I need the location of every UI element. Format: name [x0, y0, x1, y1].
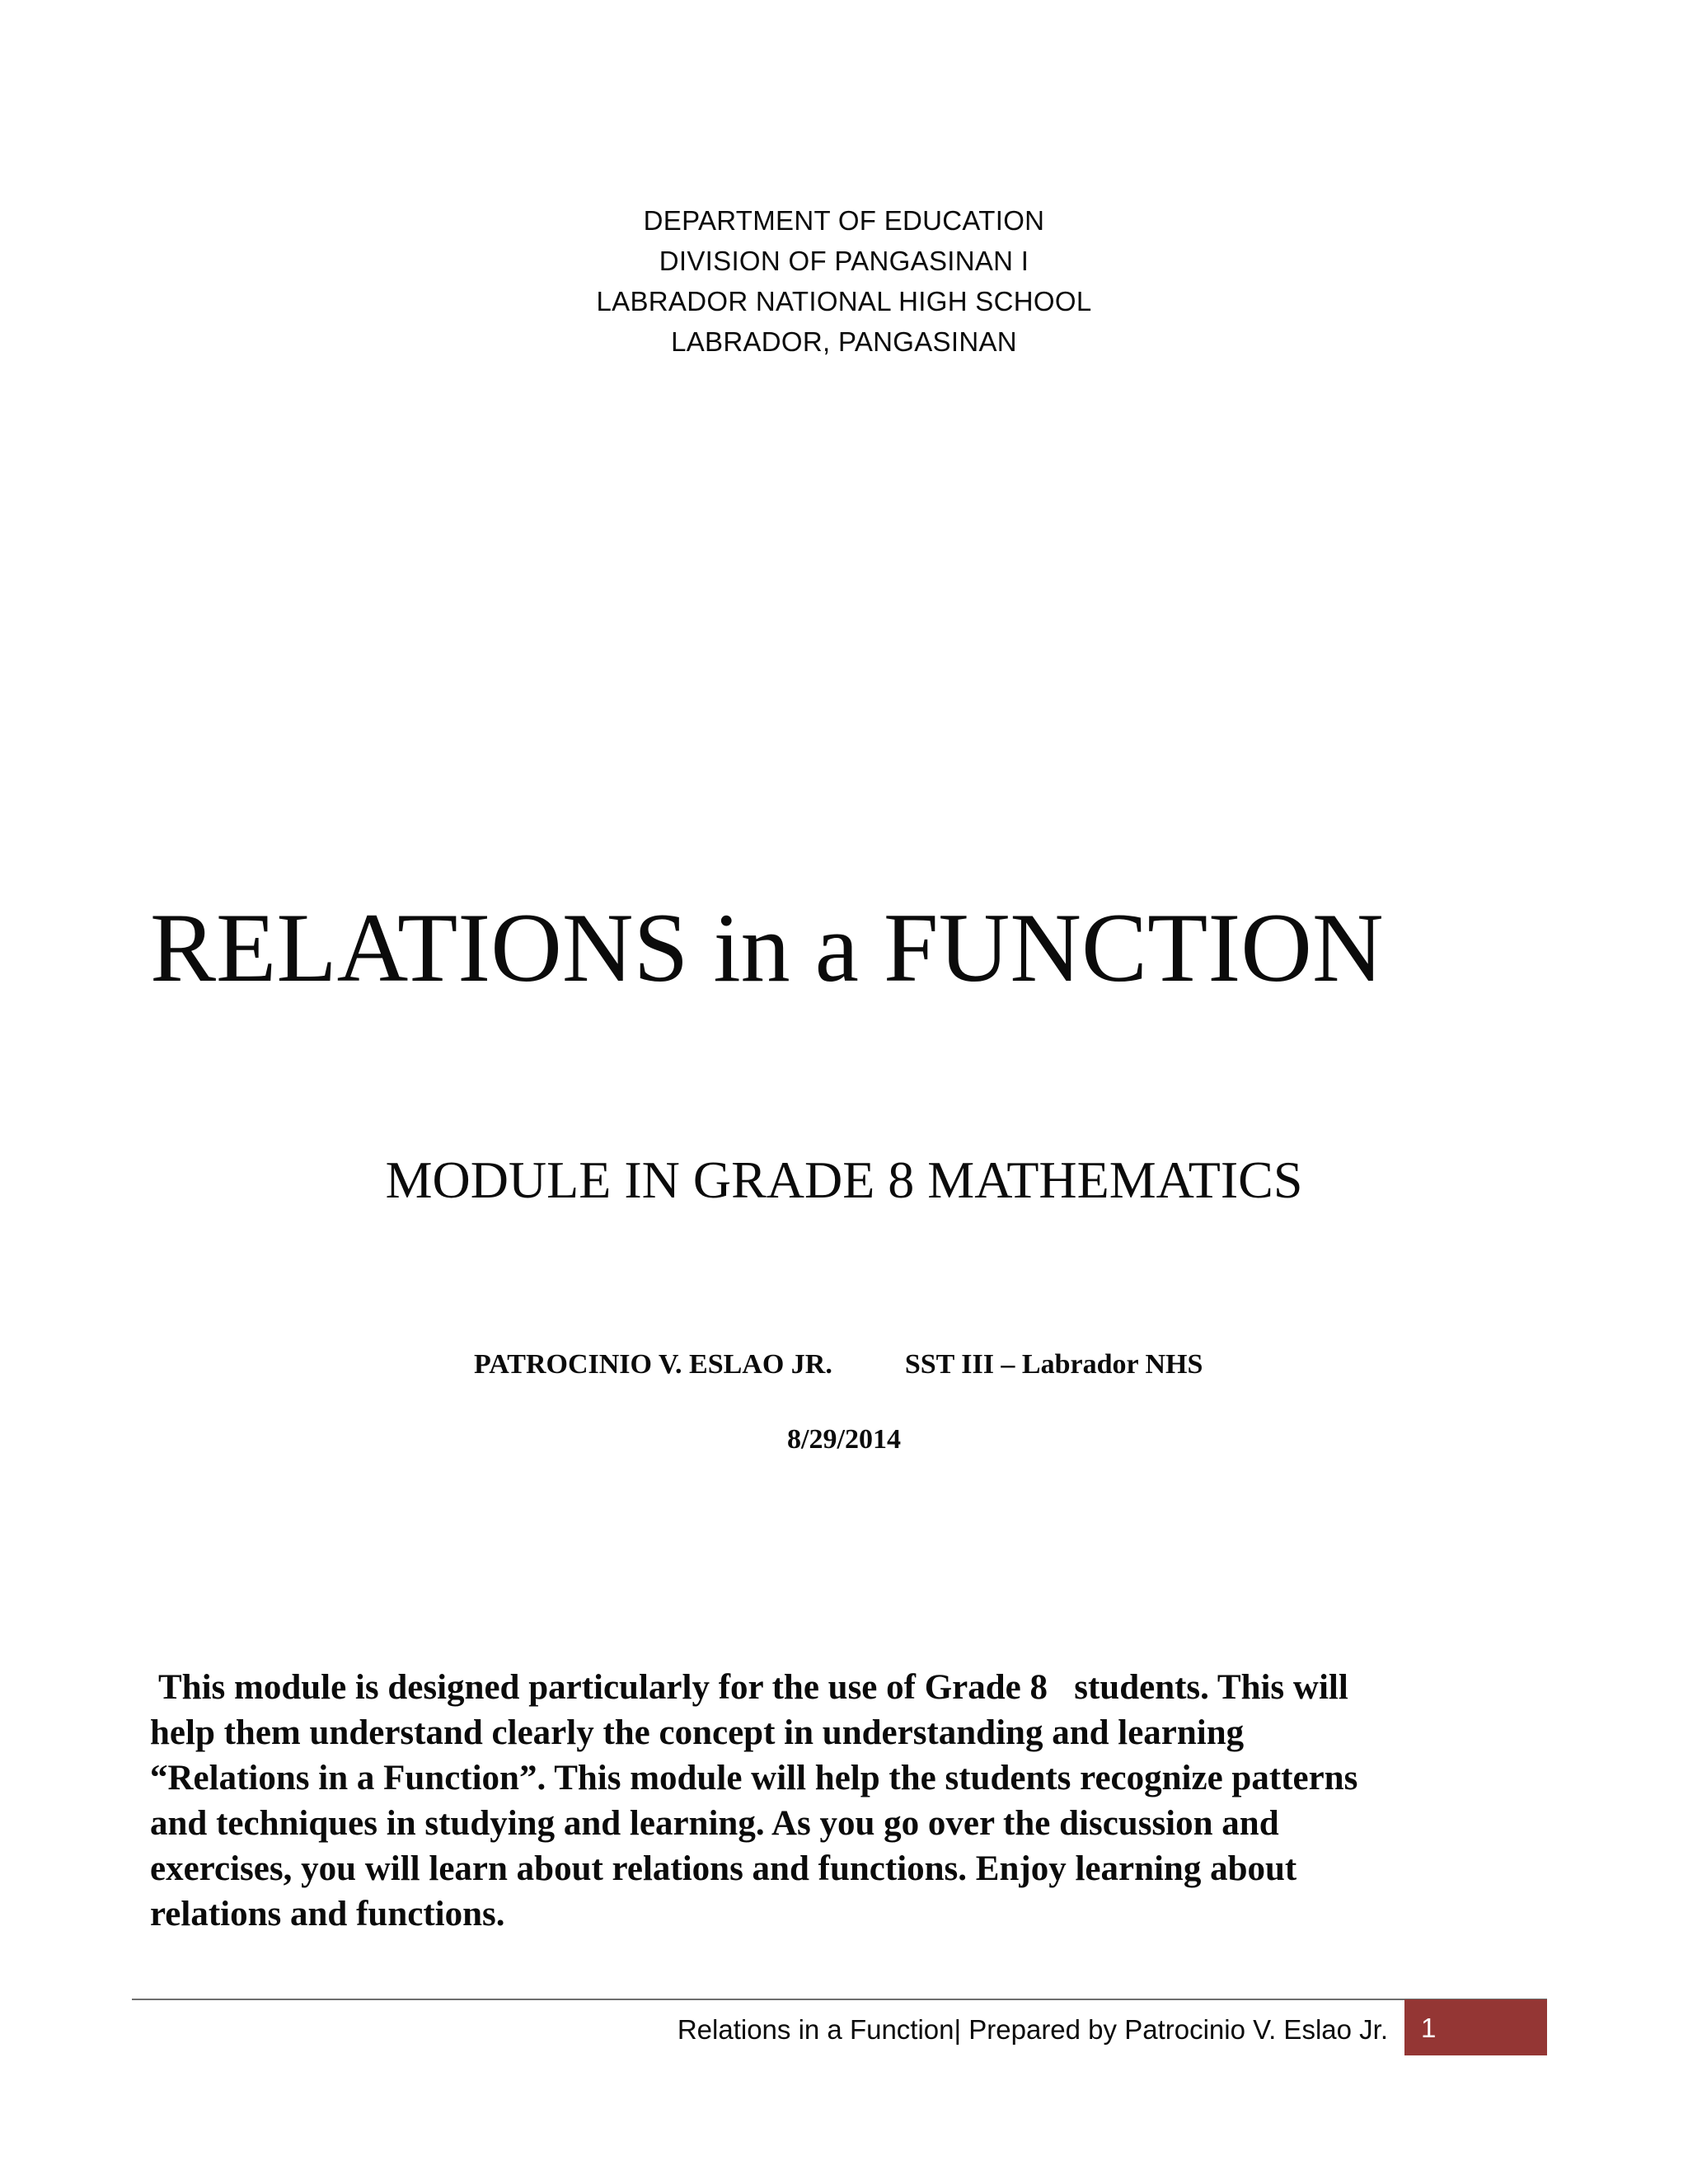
author-name: PATROCINIO V. ESLAO JR. [474, 1349, 832, 1380]
description-line: relations and functions. [150, 1895, 505, 1933]
letterhead [0, 200, 1688, 362]
document-subtitle: MODULE IN GRADE 8 MATHEMATICS [385, 1151, 1303, 1209]
footer-text: Relations in a Function| Prepared by Patrocinio V. Eslao Jr. [677, 2014, 1388, 2045]
department-line: DEPARTMENT OF EDUCATION [643, 205, 1045, 236]
document-title: RELATIONS in a FUNCTION [150, 893, 1384, 1002]
page-number-box [1404, 1999, 1547, 2055]
footer-divider [132, 1999, 1547, 2000]
location-line: LABRADOR, PANGASINAN [671, 326, 1017, 357]
description-line: exercises, you will learn about relations and functions. Enjoy learning about [150, 1849, 1297, 1888]
description-line: and techniques in studying and learning. As you go over the discussion and [150, 1804, 1279, 1843]
description-line: “Relations in a Function”. This module will help the students recognize patterns [150, 1759, 1358, 1797]
page-number: 1 [1421, 2013, 1437, 2043]
division-line: DIVISION OF PANGASINAN I [659, 246, 1029, 276]
description-line: help them understand clearly the concept in understanding and learning [150, 1713, 1245, 1752]
school-line: LABRADOR NATIONAL HIGH SCHOOL [596, 286, 1092, 316]
author-line [474, 1347, 1203, 1383]
author-position: SST III – Labrador NHS [904, 1349, 1203, 1380]
description-line: This module is designed particularly for the use of Grade 8 students. This will [150, 1668, 1348, 1707]
document-date: 8/29/2014 [787, 1424, 901, 1455]
module-description [150, 1665, 1568, 1937]
